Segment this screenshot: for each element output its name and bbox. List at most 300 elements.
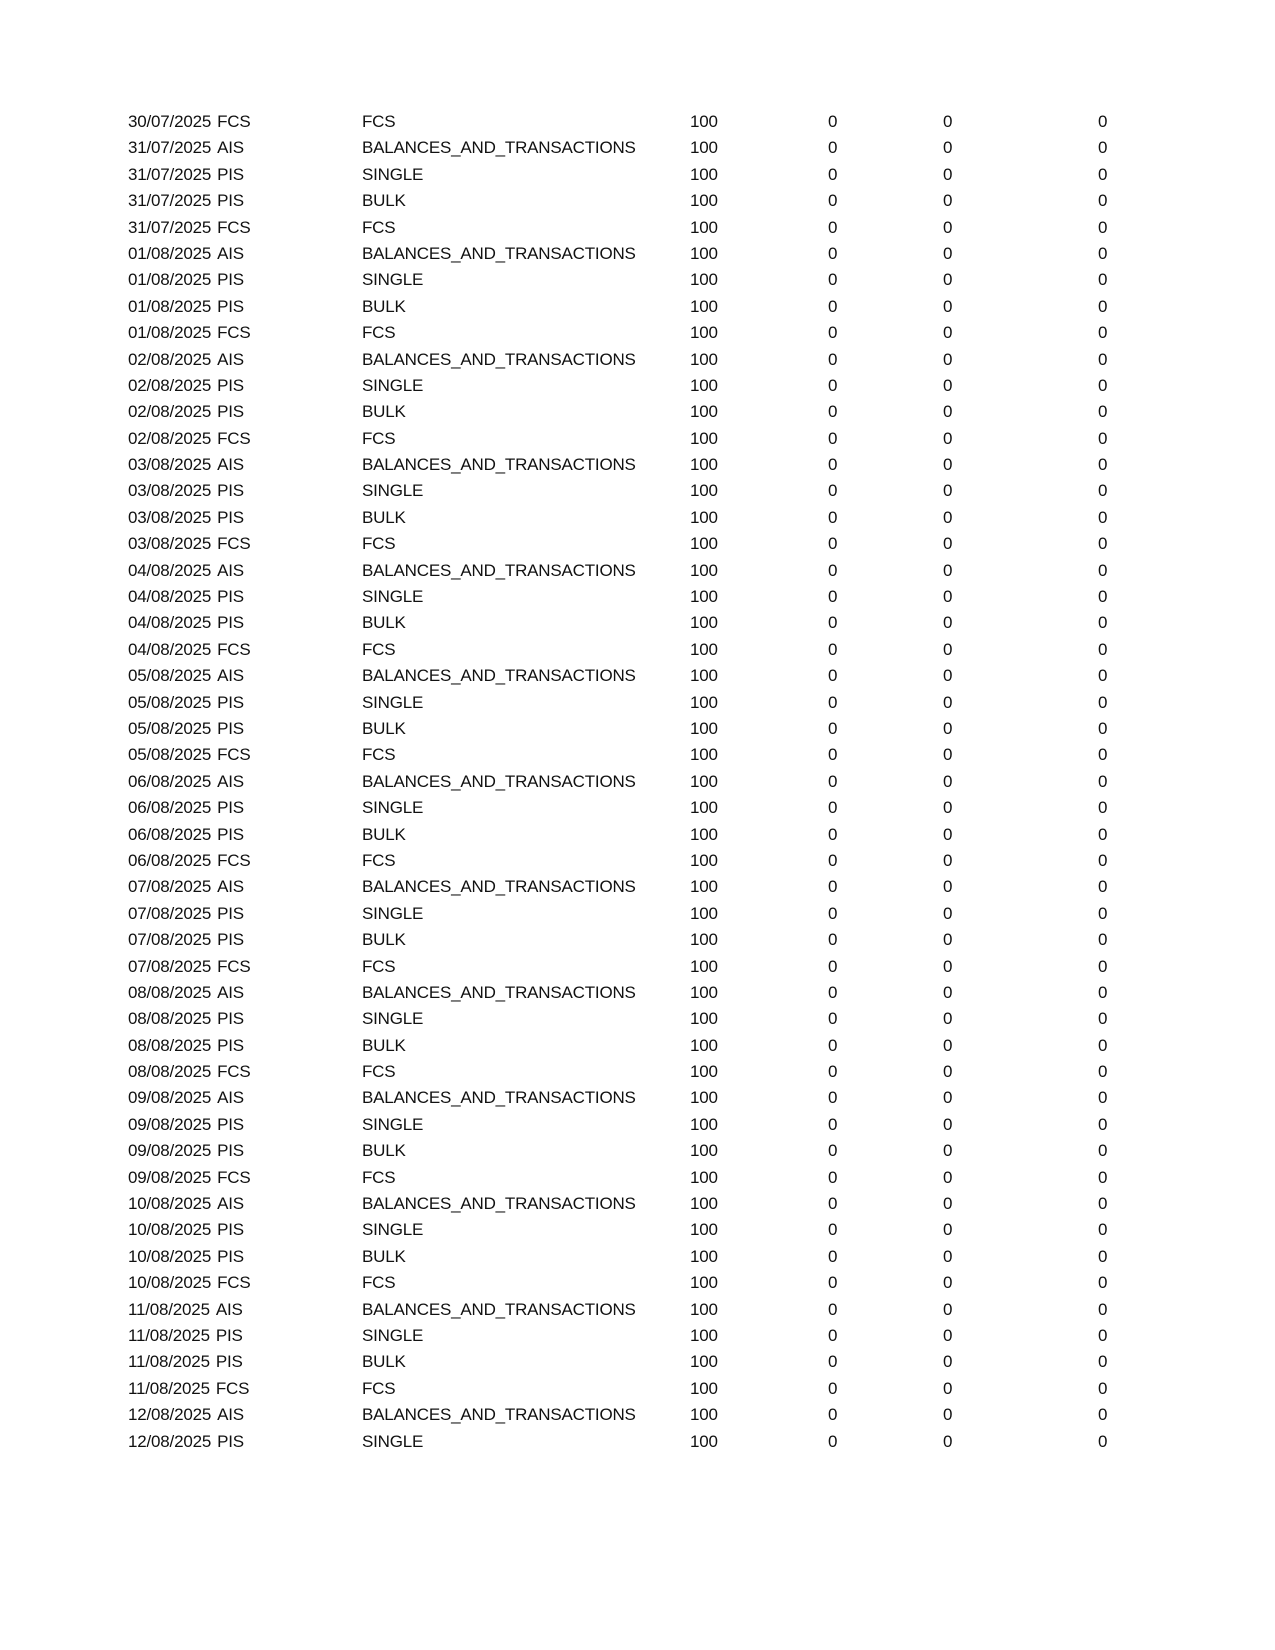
type-cell: BALANCES_AND_TRANSACTIONS	[362, 771, 636, 791]
value-cell-3: 0	[943, 1009, 953, 1029]
value-cell-3: 0	[943, 824, 953, 844]
value-cell-4: 0	[1098, 560, 1108, 580]
date-cell: 09/08/2025	[128, 1167, 212, 1187]
value-cell-3: 0	[943, 1062, 953, 1082]
service-cell: FCS	[217, 323, 251, 343]
type-cell: BULK	[362, 191, 406, 211]
service-cell: FCS	[217, 850, 251, 870]
value-cell-4: 0	[1098, 112, 1108, 131]
value-cell-1: 100	[690, 1405, 718, 1425]
value-cell-1: 100	[690, 270, 718, 290]
value-cell-2: 0	[828, 217, 838, 237]
value-cell-3: 0	[943, 1088, 953, 1108]
value-cell-3: 0	[943, 1114, 953, 1134]
value-cell-3: 0	[943, 850, 953, 870]
service-cell: AIS	[217, 1088, 244, 1108]
service-cell: AIS	[217, 771, 244, 791]
value-cell-2: 0	[828, 1088, 838, 1108]
value-cell-4: 0	[1098, 956, 1108, 976]
value-cell-1: 100	[690, 1220, 718, 1240]
value-cell-3: 0	[943, 507, 953, 527]
service-cell: PIS	[217, 824, 244, 844]
type-cell: SINGLE	[362, 1325, 424, 1345]
value-cell-2: 0	[828, 587, 838, 607]
type-cell: FCS	[362, 112, 396, 131]
value-cell-2: 0	[828, 824, 838, 844]
table-row	[0, 452, 1275, 478]
value-cell-2: 0	[828, 560, 838, 580]
date-cell: 12/08/2025	[128, 1405, 212, 1425]
table-row	[0, 795, 1275, 821]
value-cell-2: 0	[828, 850, 838, 870]
value-cell-1: 100	[690, 718, 718, 738]
table-row	[0, 558, 1275, 584]
value-cell-3: 0	[943, 718, 953, 738]
type-cell: SINGLE	[362, 1114, 424, 1134]
value-cell-3: 0	[943, 164, 953, 184]
value-cell-3: 0	[943, 1325, 953, 1345]
date-cell: 30/07/2025	[128, 112, 212, 131]
value-cell-2: 0	[828, 692, 838, 712]
date-cell: 04/08/2025	[128, 587, 212, 607]
value-cell-4: 0	[1098, 692, 1108, 712]
value-cell-3: 0	[943, 349, 953, 369]
date-cell: 10/08/2025	[128, 1220, 212, 1240]
service-cell: FCS	[217, 112, 251, 131]
service-cell: PIS	[217, 903, 244, 923]
type-cell: FCS	[362, 1167, 396, 1187]
value-cell-2: 0	[828, 956, 838, 976]
value-cell-2: 0	[828, 1378, 838, 1398]
service-cell: PIS	[217, 164, 244, 184]
table-row	[0, 1059, 1275, 1085]
value-cell-2: 0	[828, 349, 838, 369]
table-row	[0, 267, 1275, 293]
value-cell-4: 0	[1098, 243, 1108, 263]
value-cell-2: 0	[828, 1352, 838, 1372]
value-cell-3: 0	[943, 455, 953, 475]
value-cell-3: 0	[943, 798, 953, 818]
service-cell: FCS	[217, 534, 251, 554]
value-cell-4: 0	[1098, 1325, 1108, 1345]
value-cell-3: 0	[943, 191, 953, 211]
value-cell-3: 0	[943, 1194, 953, 1214]
service-cell: FCS	[217, 745, 251, 765]
type-cell: BULK	[362, 1035, 406, 1055]
value-cell-2: 0	[828, 1062, 838, 1082]
value-cell-2: 0	[828, 270, 838, 290]
value-cell-3: 0	[943, 982, 953, 1002]
value-cell-2: 0	[828, 1273, 838, 1293]
date-cell: 04/08/2025	[128, 613, 212, 633]
service-cell: AIS	[217, 349, 244, 369]
service-cell: PIS	[217, 1035, 244, 1055]
service-cell: FCS	[217, 1273, 251, 1293]
value-cell-4: 0	[1098, 191, 1108, 211]
date-cell: 01/08/2025	[128, 296, 212, 316]
value-cell-4: 0	[1098, 930, 1108, 950]
table-row	[0, 1244, 1275, 1270]
value-cell-3: 0	[943, 613, 953, 633]
value-cell-4: 0	[1098, 1009, 1108, 1029]
date-cell: 11/08/2025	[128, 1299, 210, 1319]
value-cell-2: 0	[828, 877, 838, 897]
service-cell: AIS	[217, 138, 244, 158]
value-cell-2: 0	[828, 481, 838, 501]
value-cell-1: 100	[690, 1431, 718, 1451]
value-cell-3: 0	[943, 1035, 953, 1055]
type-cell: BALANCES_AND_TRANSACTIONS	[362, 1405, 636, 1425]
date-cell: 06/08/2025	[128, 824, 212, 844]
value-cell-2: 0	[828, 1325, 838, 1345]
date-cell: 11/08/2025	[128, 1378, 210, 1398]
value-cell-4: 0	[1098, 745, 1108, 765]
type-cell: BALANCES_AND_TRANSACTIONS	[362, 138, 636, 158]
type-cell: BALANCES_AND_TRANSACTIONS	[362, 349, 636, 369]
service-cell: AIS	[217, 877, 244, 897]
table-row	[0, 241, 1275, 267]
value-cell-1: 100	[690, 349, 718, 369]
value-cell-1: 100	[690, 323, 718, 343]
date-cell: 31/07/2025	[128, 138, 212, 158]
value-cell-1: 100	[690, 956, 718, 976]
value-cell-1: 100	[690, 296, 718, 316]
table-row	[0, 1085, 1275, 1111]
date-cell: 07/08/2025	[128, 956, 212, 976]
type-cell: FCS	[362, 534, 396, 554]
value-cell-2: 0	[828, 191, 838, 211]
service-cell: PIS	[217, 1246, 244, 1266]
service-cell: PIS	[217, 402, 244, 422]
date-cell: 01/08/2025	[128, 323, 212, 343]
value-cell-4: 0	[1098, 718, 1108, 738]
value-cell-3: 0	[943, 692, 953, 712]
service-cell: AIS	[217, 243, 244, 263]
type-cell: SINGLE	[362, 798, 424, 818]
service-cell: AIS	[217, 982, 244, 1002]
table-row	[0, 215, 1275, 241]
value-cell-4: 0	[1098, 850, 1108, 870]
table-row	[0, 1165, 1275, 1191]
type-cell: BULK	[362, 296, 406, 316]
value-cell-1: 100	[690, 1299, 718, 1319]
type-cell: SINGLE	[362, 692, 424, 712]
value-cell-1: 100	[690, 666, 718, 686]
value-cell-4: 0	[1098, 402, 1108, 422]
service-cell: FCS	[217, 639, 251, 659]
date-cell: 31/07/2025	[128, 191, 212, 211]
value-cell-1: 100	[690, 1378, 718, 1398]
value-cell-1: 100	[690, 164, 718, 184]
service-cell: PIS	[217, 296, 244, 316]
value-cell-2: 0	[828, 771, 838, 791]
type-cell: SINGLE	[362, 164, 424, 184]
service-cell: FCS	[215, 1378, 250, 1398]
date-cell: 08/08/2025	[128, 1035, 212, 1055]
service-cell: PIS	[217, 798, 244, 818]
table-row	[0, 531, 1275, 557]
date-cell: 06/08/2025	[128, 850, 212, 870]
value-cell-2: 0	[828, 402, 838, 422]
value-cell-3: 0	[943, 903, 953, 923]
date-cell: 04/08/2025	[128, 560, 212, 580]
value-cell-4: 0	[1098, 323, 1108, 343]
service-cell: PIS	[217, 692, 244, 712]
table-row	[0, 1006, 1275, 1032]
value-cell-4: 0	[1098, 138, 1108, 158]
value-cell-2: 0	[828, 982, 838, 1002]
date-cell: 08/08/2025	[128, 1009, 212, 1029]
value-cell-3: 0	[943, 296, 953, 316]
value-cell-2: 0	[828, 243, 838, 263]
value-cell-1: 100	[690, 534, 718, 554]
value-cell-1: 100	[690, 1325, 718, 1345]
value-cell-2: 0	[828, 1194, 838, 1214]
value-cell-3: 0	[943, 1273, 953, 1293]
value-cell-2: 0	[828, 1431, 838, 1451]
value-cell-2: 0	[828, 798, 838, 818]
value-cell-3: 0	[943, 138, 953, 158]
value-cell-4: 0	[1098, 1088, 1108, 1108]
table-row	[0, 135, 1275, 161]
table-row	[0, 1217, 1275, 1243]
date-cell: 05/08/2025	[128, 666, 212, 686]
date-cell: 10/08/2025	[128, 1194, 212, 1214]
table-row	[0, 742, 1275, 768]
value-cell-4: 0	[1098, 270, 1108, 290]
type-cell: FCS	[362, 323, 396, 343]
value-cell-1: 100	[690, 481, 718, 501]
service-cell: PIS	[217, 191, 244, 211]
date-cell: 01/08/2025	[128, 243, 212, 263]
value-cell-2: 0	[828, 138, 838, 158]
value-cell-2: 0	[828, 296, 838, 316]
value-cell-2: 0	[828, 1141, 838, 1161]
value-cell-4: 0	[1098, 1246, 1108, 1266]
type-cell: BULK	[362, 402, 406, 422]
type-cell: SINGLE	[362, 903, 424, 923]
service-cell: AIS	[217, 666, 244, 686]
table-row	[0, 1323, 1275, 1349]
type-cell: FCS	[362, 956, 396, 976]
date-cell: 31/07/2025	[128, 217, 212, 237]
date-cell: 04/08/2025	[128, 639, 212, 659]
type-cell: SINGLE	[362, 1009, 424, 1029]
table-row	[0, 848, 1275, 874]
value-cell-3: 0	[943, 1167, 953, 1187]
service-cell: AIS	[215, 1299, 243, 1319]
service-cell: PIS	[217, 507, 244, 527]
table-row	[0, 716, 1275, 742]
type-cell: BULK	[362, 824, 406, 844]
type-cell: BALANCES_AND_TRANSACTIONS	[362, 243, 636, 263]
date-cell: 07/08/2025	[128, 903, 212, 923]
table-row	[0, 478, 1275, 504]
table-row	[0, 505, 1275, 531]
value-cell-2: 0	[828, 112, 838, 131]
value-cell-2: 0	[828, 455, 838, 475]
value-cell-3: 0	[943, 428, 953, 448]
value-cell-2: 0	[828, 1009, 838, 1029]
type-cell: BALANCES_AND_TRANSACTIONS	[362, 982, 636, 1002]
value-cell-4: 0	[1098, 217, 1108, 237]
value-cell-1: 100	[690, 402, 718, 422]
value-cell-2: 0	[828, 1035, 838, 1055]
type-cell: BALANCES_AND_TRANSACTIONS	[362, 455, 636, 475]
type-cell: BULK	[362, 930, 406, 950]
service-cell: PIS	[217, 613, 244, 633]
table-row	[0, 1349, 1275, 1375]
service-cell: FCS	[217, 956, 251, 976]
value-cell-1: 100	[690, 798, 718, 818]
type-cell: SINGLE	[362, 1431, 424, 1451]
value-cell-4: 0	[1098, 771, 1108, 791]
value-cell-2: 0	[828, 428, 838, 448]
table-row	[0, 584, 1275, 610]
value-cell-3: 0	[943, 1378, 953, 1398]
value-cell-4: 0	[1098, 1062, 1108, 1082]
value-cell-1: 100	[690, 507, 718, 527]
value-cell-3: 0	[943, 745, 953, 765]
service-cell: PIS	[217, 1220, 244, 1240]
type-cell: BULK	[362, 1141, 406, 1161]
service-cell: AIS	[217, 455, 244, 475]
type-cell: SINGLE	[362, 270, 424, 290]
value-cell-1: 100	[690, 692, 718, 712]
table-row	[0, 1112, 1275, 1138]
type-cell: FCS	[362, 745, 396, 765]
table-row	[0, 927, 1275, 953]
service-cell: PIS	[217, 375, 244, 395]
value-cell-1: 100	[690, 982, 718, 1002]
value-cell-4: 0	[1098, 877, 1108, 897]
type-cell: BALANCES_AND_TRANSACTIONS	[362, 1088, 636, 1108]
date-cell: 08/08/2025	[128, 982, 212, 1002]
value-cell-1: 100	[690, 771, 718, 791]
value-cell-2: 0	[828, 1114, 838, 1134]
value-cell-4: 0	[1098, 903, 1108, 923]
value-cell-3: 0	[943, 930, 953, 950]
value-cell-4: 0	[1098, 1167, 1108, 1187]
date-cell: 03/08/2025	[128, 507, 212, 527]
table-row	[0, 399, 1275, 425]
table-row	[0, 610, 1275, 636]
value-cell-1: 100	[690, 1035, 718, 1055]
value-cell-1: 100	[690, 1246, 718, 1266]
value-cell-4: 0	[1098, 481, 1108, 501]
value-cell-4: 0	[1098, 1405, 1108, 1425]
value-cell-4: 0	[1098, 1431, 1108, 1451]
service-cell: PIS	[217, 270, 244, 290]
value-cell-3: 0	[943, 243, 953, 263]
table-row	[0, 1376, 1275, 1402]
service-cell: PIS	[217, 1431, 244, 1451]
value-cell-4: 0	[1098, 639, 1108, 659]
date-cell: 09/08/2025	[128, 1088, 212, 1108]
value-cell-3: 0	[943, 877, 953, 897]
date-cell: 05/08/2025	[128, 692, 212, 712]
date-cell: 06/08/2025	[128, 798, 212, 818]
service-cell: AIS	[217, 560, 244, 580]
date-cell: 02/08/2025	[128, 375, 212, 395]
date-cell: 05/08/2025	[128, 745, 212, 765]
value-cell-4: 0	[1098, 1299, 1108, 1319]
value-cell-3: 0	[943, 534, 953, 554]
value-cell-1: 100	[690, 191, 718, 211]
type-cell: BULK	[362, 718, 406, 738]
service-cell: FCS	[217, 1167, 251, 1187]
date-cell: 31/07/2025	[128, 164, 212, 184]
date-cell: 09/08/2025	[128, 1114, 212, 1134]
value-cell-3: 0	[943, 639, 953, 659]
date-cell: 01/08/2025	[128, 270, 212, 290]
value-cell-2: 0	[828, 1246, 838, 1266]
value-cell-4: 0	[1098, 666, 1108, 686]
table-row	[0, 1402, 1275, 1428]
date-cell: 06/08/2025	[128, 771, 212, 791]
value-cell-3: 0	[943, 587, 953, 607]
type-cell: SINGLE	[362, 481, 424, 501]
value-cell-4: 0	[1098, 375, 1108, 395]
value-cell-1: 100	[690, 112, 718, 131]
table-row	[0, 954, 1275, 980]
service-cell: PIS	[215, 1352, 243, 1372]
value-cell-4: 0	[1098, 455, 1108, 475]
date-cell: 05/08/2025	[128, 718, 212, 738]
type-cell: FCS	[362, 428, 396, 448]
type-cell: BALANCES_AND_TRANSACTIONS	[362, 560, 636, 580]
value-cell-4: 0	[1098, 349, 1108, 369]
value-cell-1: 100	[690, 1088, 718, 1108]
table-row	[0, 162, 1275, 188]
value-cell-2: 0	[828, 666, 838, 686]
table-row	[0, 188, 1275, 214]
value-cell-1: 100	[690, 138, 718, 158]
value-cell-3: 0	[943, 666, 953, 686]
value-cell-2: 0	[828, 613, 838, 633]
date-cell: 08/08/2025	[128, 1062, 212, 1082]
date-cell: 03/08/2025	[128, 455, 212, 475]
service-cell: PIS	[217, 1141, 244, 1161]
value-cell-4: 0	[1098, 296, 1108, 316]
value-cell-3: 0	[943, 1299, 953, 1319]
value-cell-1: 100	[690, 1141, 718, 1161]
value-cell-4: 0	[1098, 1352, 1108, 1372]
table-row	[0, 294, 1275, 320]
value-cell-1: 100	[690, 903, 718, 923]
service-cell: PIS	[217, 587, 244, 607]
value-cell-1: 100	[690, 455, 718, 475]
type-cell: BULK	[362, 1352, 406, 1372]
value-cell-3: 0	[943, 270, 953, 290]
value-cell-2: 0	[828, 507, 838, 527]
value-cell-4: 0	[1098, 613, 1108, 633]
value-cell-2: 0	[828, 164, 838, 184]
value-cell-3: 0	[943, 771, 953, 791]
type-cell: FCS	[362, 1062, 396, 1082]
value-cell-2: 0	[828, 1167, 838, 1187]
type-cell: FCS	[362, 1273, 396, 1293]
value-cell-3: 0	[943, 1352, 953, 1372]
table-row	[0, 637, 1275, 663]
service-cell: FCS	[217, 217, 251, 237]
table-row	[0, 109, 1275, 135]
table-row	[0, 1297, 1275, 1323]
date-cell: 12/08/2025	[128, 1431, 212, 1451]
type-cell: BALANCES_AND_TRANSACTIONS	[362, 877, 636, 897]
value-cell-1: 100	[690, 1194, 718, 1214]
value-cell-2: 0	[828, 1220, 838, 1240]
